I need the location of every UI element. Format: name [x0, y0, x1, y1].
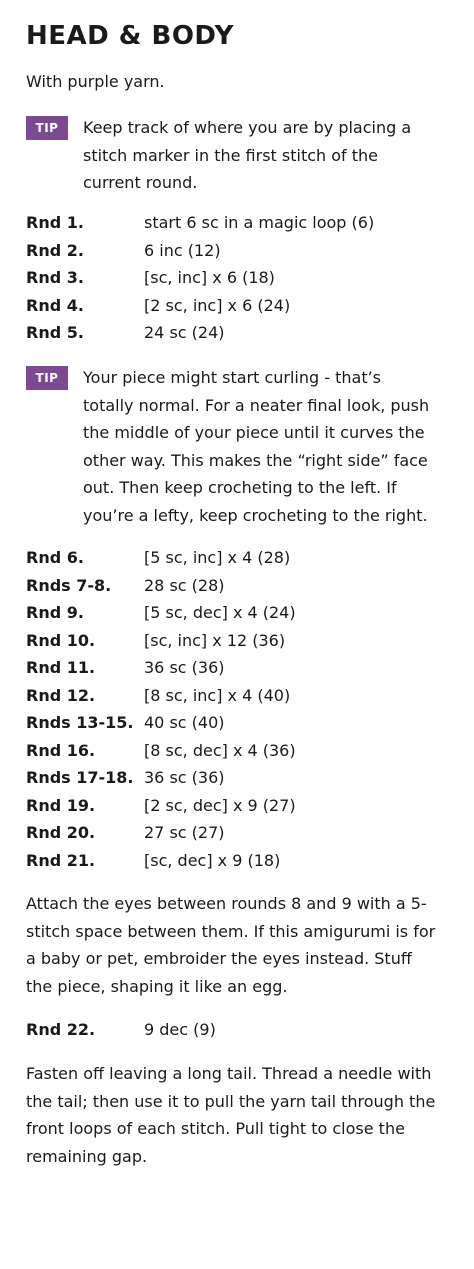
- rounds-list-2: [26, 544, 470, 874]
- tip-line: totally normal. For a neater final look, push: [83, 395, 430, 415]
- tip-text: [83, 114, 471, 197]
- round-instruction: 36 sc (36): [144, 768, 225, 787]
- round-row: [26, 654, 470, 682]
- round-instruction: 28 sc (28): [144, 575, 225, 595]
- round-instruction: [sc, inc] x 6 (18): [144, 268, 275, 287]
- round-label: Rnd 3.: [26, 268, 84, 287]
- round-row: [26, 292, 470, 320]
- round-label: Rnd 16.: [26, 740, 96, 760]
- tip-line: the middle of your piece until it curves the: [83, 423, 425, 442]
- round-row: [26, 627, 470, 655]
- round-row: [26, 1016, 470, 1044]
- tip-line: current round.: [83, 173, 198, 192]
- round-instruction: [8 sc, dec] x 4 (36): [144, 740, 296, 760]
- round-instruction: [5 sc, inc] x 4 (28): [144, 548, 291, 567]
- round-row: [26, 792, 470, 820]
- round-instruction: 6 inc (12): [144, 240, 221, 260]
- tip-line: you’re a lefty, keep crocheting to the right.: [83, 505, 428, 525]
- paragraph-line: stitch space between them. If this amigurumi is for: [26, 921, 436, 941]
- paragraph-line: Attach the eyes between rounds 8 and 9 with a 5-: [26, 894, 427, 913]
- tip-line: out. Then keep crocheting to the left. If: [83, 478, 397, 497]
- round-row: [26, 599, 470, 627]
- tip-badge: TIP: [26, 366, 68, 390]
- round-label: Rnd 10.: [26, 630, 96, 650]
- paragraph-line: a baby or pet, embroider the eyes instead. Stuff: [26, 949, 412, 968]
- round-row: [26, 847, 470, 875]
- round-row: [26, 709, 470, 737]
- round-label: Rnd 21.: [26, 850, 96, 870]
- tip-line: Keep track of where you are by placing a: [83, 118, 412, 137]
- round-label: Rnd 19.: [26, 795, 96, 815]
- round-label: Rnds 17-18.: [26, 768, 134, 787]
- rounds-list-3: [26, 1016, 470, 1044]
- round-row: [26, 209, 470, 237]
- round-row: [26, 319, 470, 347]
- tip-badge: TIP: [26, 116, 68, 140]
- round-instruction: 24 sc (24): [144, 323, 225, 342]
- round-label: Rnds 13-15.: [26, 713, 134, 732]
- intro-text: With purple yarn.: [26, 72, 165, 91]
- paragraph-line: Fasten off leaving a long tail. Thread a needle with: [26, 1064, 432, 1083]
- round-row: [26, 682, 470, 710]
- round-label: Rnd 6.: [26, 548, 84, 567]
- tip-text: [83, 364, 471, 529]
- round-label: Rnd 12.: [26, 685, 96, 705]
- paragraph-line: the tail; then use it to pull the yarn tail through the: [26, 1091, 436, 1111]
- round-instruction: start 6 sc in a magic loop (6): [144, 213, 375, 232]
- round-label: Rnd 11.: [26, 658, 96, 677]
- round-label: Rnds 7-8.: [26, 575, 112, 595]
- paragraph-line: remaining gap.: [26, 1146, 148, 1166]
- round-row: [26, 264, 470, 292]
- round-row: [26, 764, 470, 792]
- eyes-instructions: [26, 890, 474, 1000]
- round-row: [26, 544, 470, 572]
- round-label: Rnd 5.: [26, 323, 84, 342]
- round-instruction: [sc, inc] x 12 (36): [144, 630, 286, 650]
- round-instruction: [5 sc, dec] x 4 (24): [144, 603, 296, 622]
- tip-line: Your piece might start curling - that’s: [83, 368, 382, 387]
- paragraph-line: the piece, shaping it like an egg.: [26, 976, 288, 996]
- round-label: Rnd 20.: [26, 823, 96, 842]
- round-row: [26, 572, 470, 600]
- round-instruction: [sc, dec] x 9 (18): [144, 850, 281, 870]
- round-label: Rnd 1.: [26, 213, 84, 232]
- paragraph-line: front loops of each stitch. Pull tight to close the: [26, 1119, 405, 1138]
- round-instruction: 40 sc (40): [144, 713, 225, 732]
- round-label: Rnd 4.: [26, 295, 84, 315]
- round-label: Rnd 9.: [26, 603, 84, 622]
- finishing-instructions: [26, 1060, 474, 1170]
- round-row: [26, 737, 470, 765]
- tip-line: stitch marker in the first stitch of the: [83, 145, 379, 165]
- round-instruction: [2 sc, inc] x 6 (24): [144, 295, 291, 315]
- round-label: Rnd 2.: [26, 240, 84, 260]
- tip-line: other way. This makes the “right side” face: [83, 450, 428, 470]
- round-instruction: 9 dec (9): [144, 1020, 216, 1039]
- round-instruction: [8 sc, inc] x 4 (40): [144, 685, 291, 705]
- round-row: [26, 819, 470, 847]
- section-title: HEAD & BODY: [26, 21, 234, 51]
- round-row: [26, 237, 470, 265]
- round-instruction: 36 sc (36): [144, 658, 225, 677]
- round-label: Rnd 22.: [26, 1020, 96, 1039]
- rounds-list-1: [26, 209, 470, 347]
- round-instruction: [2 sc, dec] x 9 (27): [144, 795, 296, 815]
- round-instruction: 27 sc (27): [144, 823, 225, 842]
